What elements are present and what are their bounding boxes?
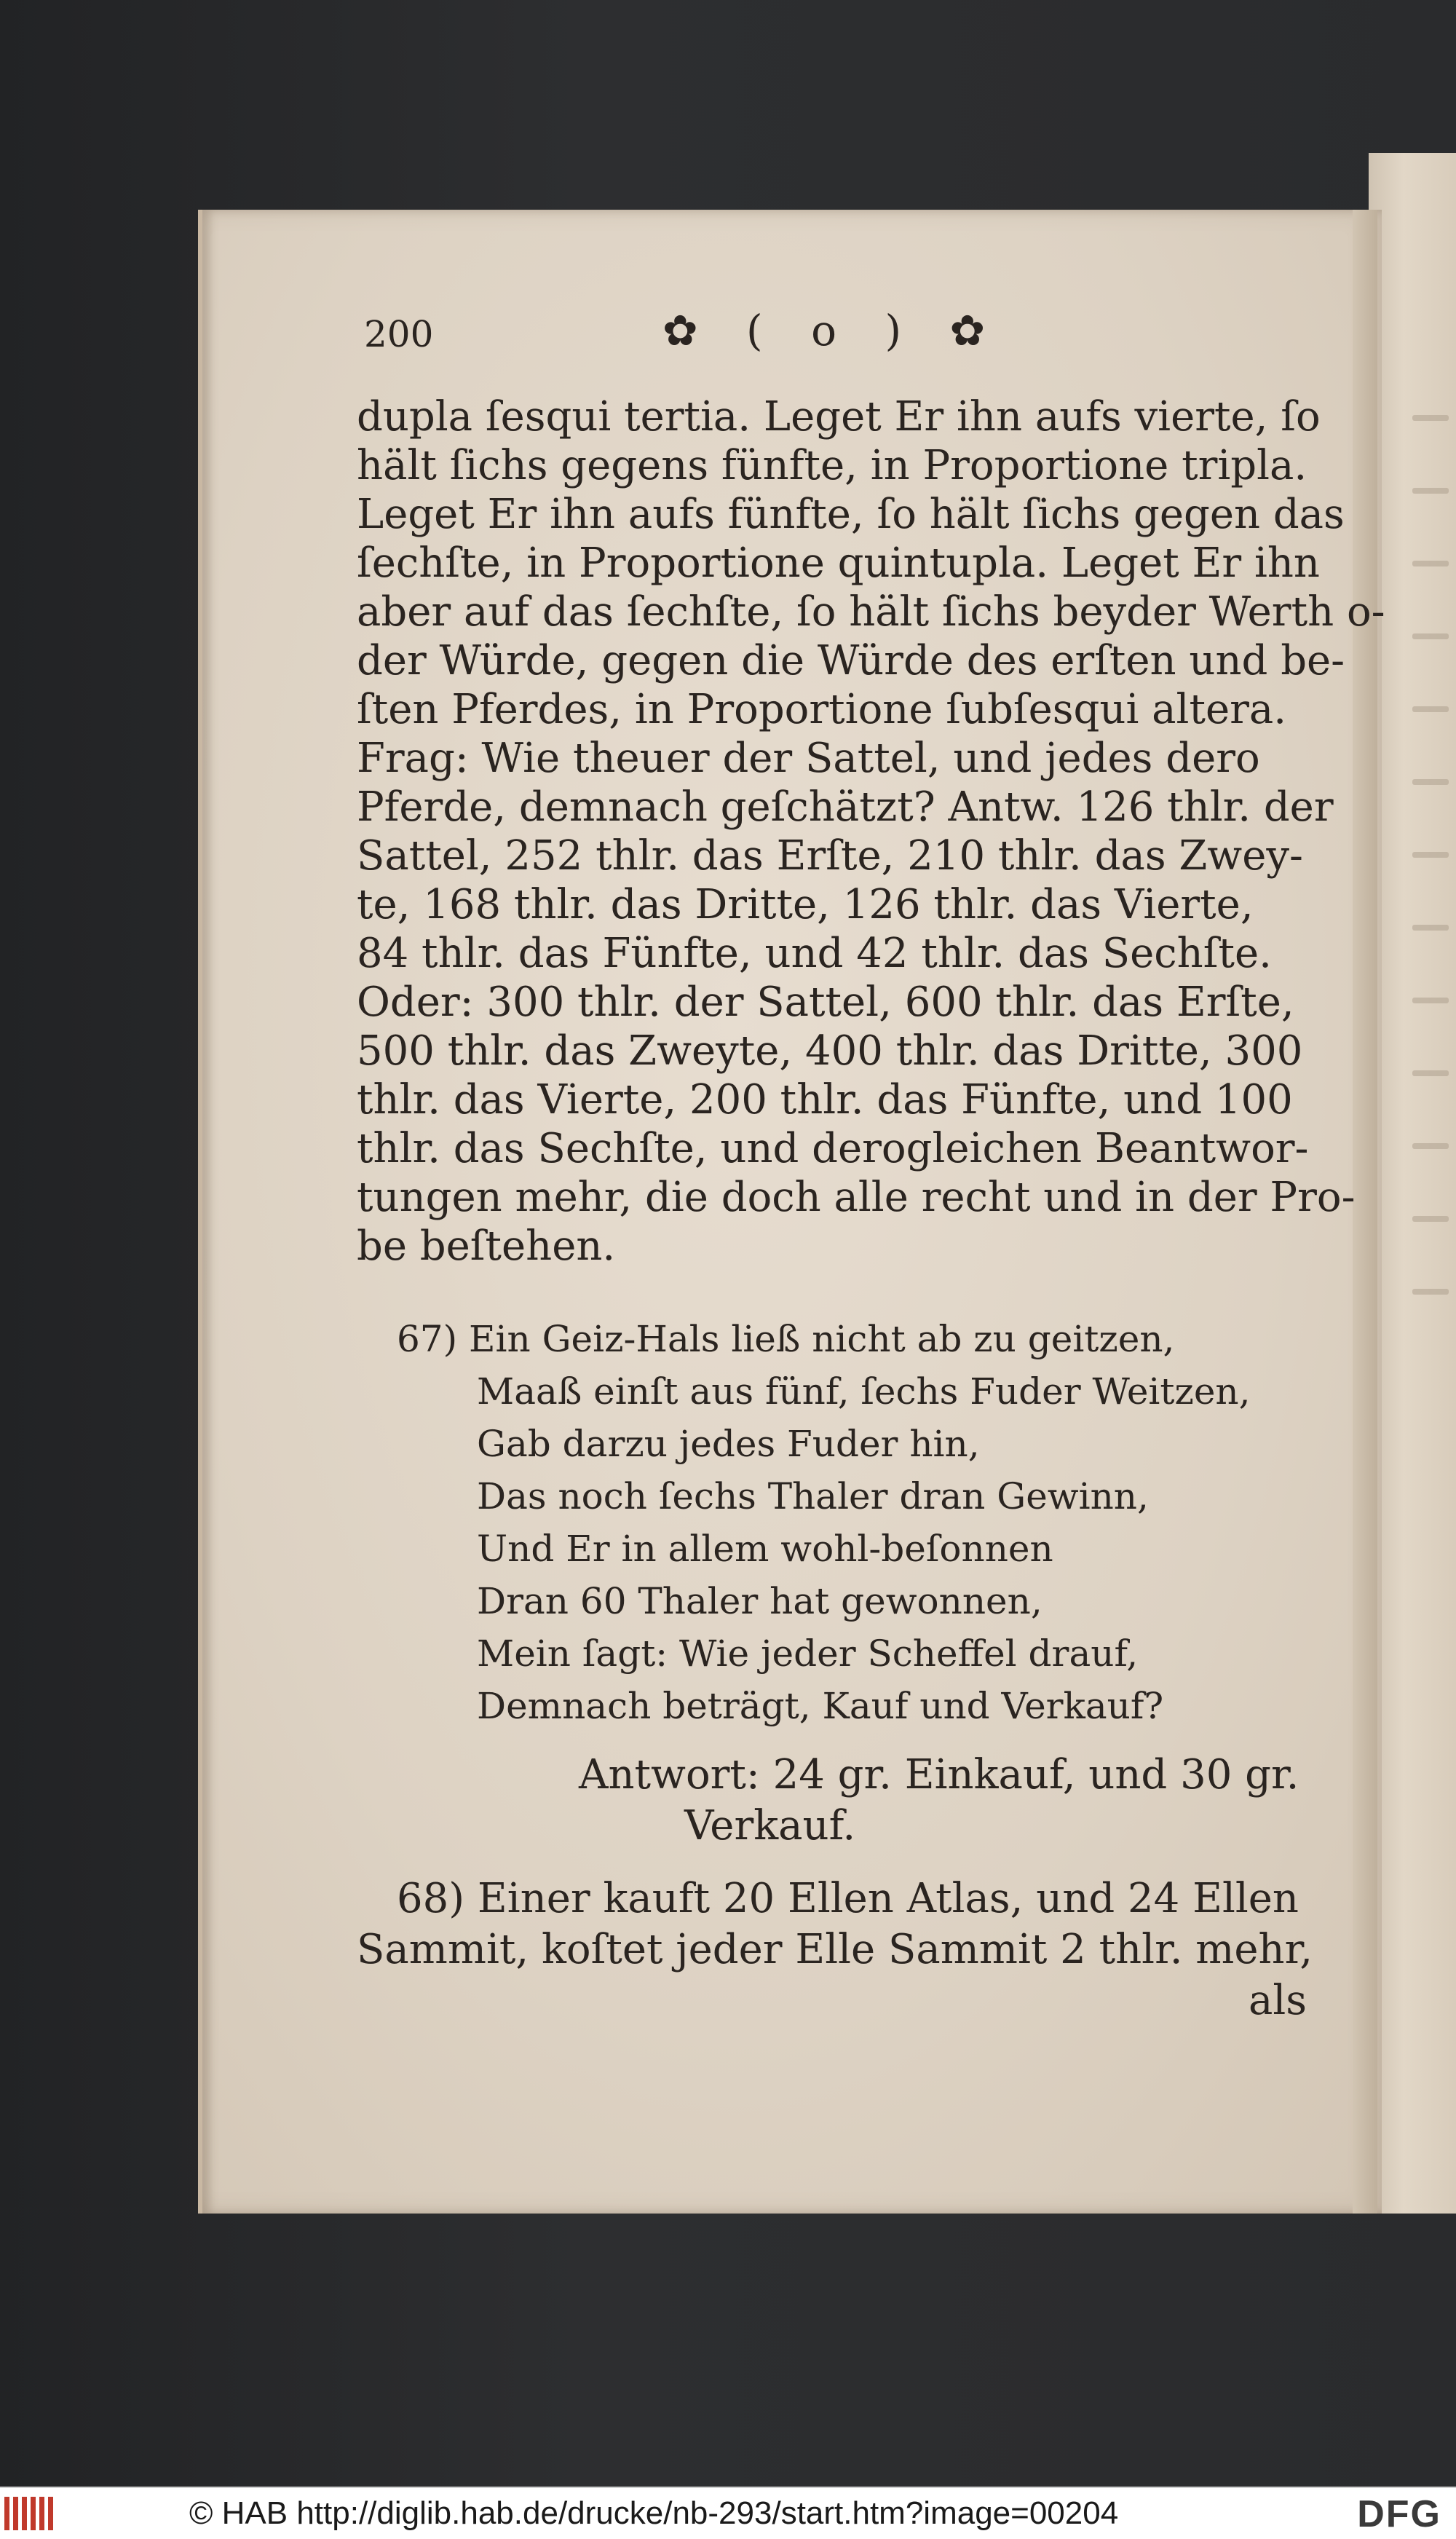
text-line: 500 thlr. das Zweyte, 400 thlr. das Dritte, 300 — [357, 1027, 1303, 1075]
page-number: 200 — [364, 313, 434, 355]
verse-line: Maaß einſt aus fünf, ſechs Fuder Weitzen, — [477, 1370, 1251, 1413]
text-line: Sattel, 252 thlr. das Erſte, 210 thlr. das Zwey- — [357, 832, 1303, 880]
verse-line: Und Er in allem wohl-beſonnen — [477, 1528, 1053, 1570]
catchword: als — [1249, 1977, 1307, 2024]
text-line: tungen mehr, die doch alle recht und in der Pro- — [357, 1174, 1356, 1221]
text-line: be beſtehen. — [357, 1223, 616, 1270]
text-line: 84 thlr. das Fünfte, und 42 thlr. das Sechſte. — [357, 930, 1272, 977]
text-line: thlr. das Sechſte, und derogleichen Beantwor- — [357, 1125, 1309, 1172]
text-line: thlr. das Vierte, 200 thlr. das Fünfte, und 100 — [357, 1076, 1293, 1124]
text-line: aber auf das ſechſte, ſo hält ſichs beyder Werth o- — [357, 588, 1385, 636]
verse-line: Gab darzu jedes Fuder hin, — [477, 1423, 980, 1465]
verse-line: Demnach beträgt, Kauf und Verkauf? — [477, 1685, 1164, 1727]
text-line: Frag: Wie theuer der Sattel, und jedes dero — [357, 735, 1260, 782]
hab-logo-icon — [4, 2497, 61, 2530]
verse-line: Das noch ſechs Thaler dran Gewinn, — [477, 1475, 1149, 1517]
text-line: ſechſte, in Proportione quintupla. Leget Er ihn — [357, 540, 1320, 587]
text-line: Pferde, demnach geſchätzt? Antw. 126 thlr. der — [357, 783, 1334, 831]
text-line: hält ſichs gegens fünfte, in Proportione tripla. — [357, 442, 1307, 489]
answer-line: Antwort: 24 gr. Einkauf, und 30 gr. — [579, 1751, 1299, 1798]
text-line: Oder: 300 thlr. der Sattel, 600 thlr. das Erſte, — [357, 979, 1294, 1026]
text-line: te, 168 thlr. das Dritte, 126 thlr. das Vierte, — [357, 881, 1254, 928]
answer-line: Verkauf. — [684, 1802, 856, 1849]
page-gutter — [1353, 210, 1377, 2214]
text-line: Leget Er ihn aufs fünfte, ſo hält ſichs gegen das — [357, 491, 1345, 538]
dfg-logo: DFG — [1357, 2493, 1441, 2535]
footer-bar — [0, 2487, 1456, 2539]
verse-line: Dran 60 Thaler hat gewonnen, — [477, 1580, 1042, 1622]
text-line: der Würde, gegen die Würde des erſten und be- — [357, 637, 1345, 684]
text-line: dupla ſesqui tertia. Leget Er ihn aufs vierte, ſo — [357, 393, 1321, 441]
text-line: 68) Einer kauft 20 Ellen Atlas, und 24 Ellen — [397, 1875, 1299, 1922]
header-ornament: ✿ ( o ) ✿ — [662, 306, 1003, 355]
footer-copyright-link[interactable]: © HAB http://diglib.hab.de/drucke/nb-293/start.htm?image=00204 — [189, 2495, 1119, 2531]
text-line: ſten Pferdes, in Proportione ſubſesqui altera. — [357, 686, 1287, 733]
adjacent-page-edge — [1369, 153, 1456, 2214]
verse-line: Mein ſagt: Wie jeder Scheffel drauf, — [477, 1632, 1139, 1675]
text-line: Sammit, koſtet jeder Elle Sammit 2 thlr. mehr, — [357, 1926, 1313, 1973]
verse-line: 67) Ein Geiz-Hals ließ nicht ab zu geitzen, — [397, 1318, 1175, 1360]
